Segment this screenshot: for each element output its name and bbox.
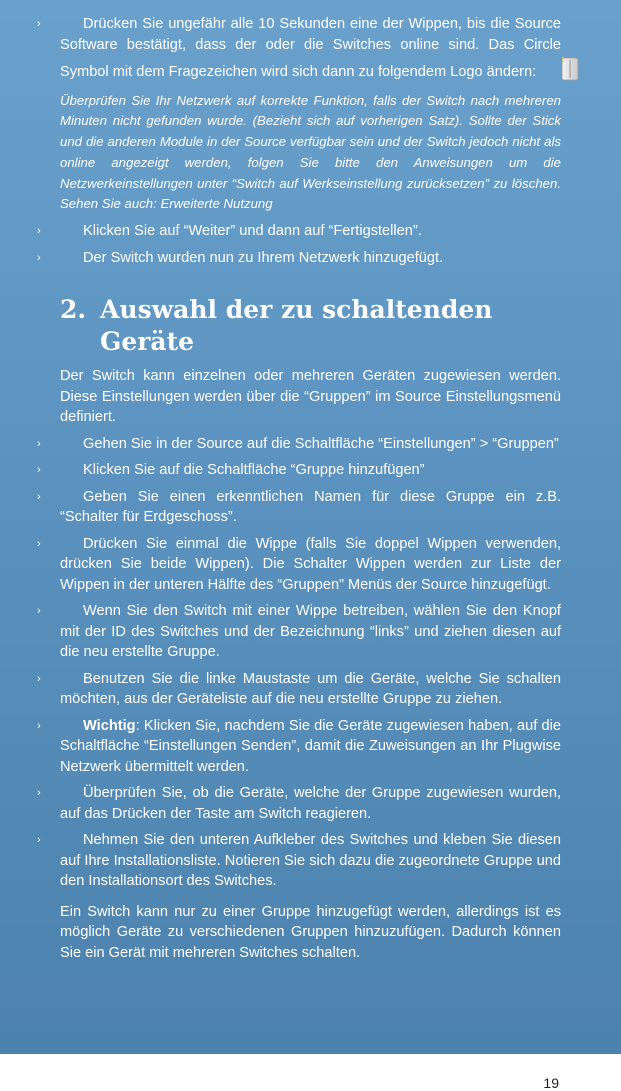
bullet-marker-icon: ›	[37, 787, 41, 800]
list-item	[37, 487, 561, 528]
list-item-text: Klicken Sie auf die Schaltfläche “Gruppe hinzufügen”	[83, 462, 425, 479]
list-item-text: Überprüfen Sie, ob die Geräte, welche der Gruppe zugewiesen wurden, auf das Drücken der Taste am Switch reagieren.	[60, 785, 561, 822]
section-heading	[60, 294, 561, 358]
list-item	[37, 221, 561, 242]
bullet-marker-icon: ›	[37, 672, 41, 685]
list-item-text: Klicken Sie auf “Weiter” und dann auf “Fertigstellen”.	[83, 223, 422, 240]
bullet-marker-icon: ›	[37, 225, 41, 238]
list-item	[37, 669, 561, 710]
list-item	[37, 783, 561, 824]
info-note: Überprüfen Sie Ihr Netzwerk auf korrekte Funktion, falls der Switch nach mehreren Minuten nicht gefunden wurde. (Bezieht sich auf vorherigen Satz). Sollte der Stick und die anderen Module in der Source verfügbar sein und der Switch jedoch nicht als online angezeigt werden, folgen Sie bitte den Anweisungen um die Netzwerkeinstellungen unter “Switch auf Werkseinstellung zurücksetzen” zu löschen. Sehen Sie auch: Erweiterte Nutzung	[60, 92, 561, 212]
bullet-marker-icon: ›	[37, 464, 41, 477]
list-item-text: Wenn Sie den Switch mit einer Wippe betreiben, wählen Sie den Knopf mit der ID des Switches und der Bezeichnung “links” und ziehen diesen auf die neu erstellte Gruppe.	[60, 603, 561, 661]
switch-logo-icon	[537, 55, 557, 81]
list-item	[37, 601, 561, 663]
section-title: Auswahl der zu schaltenden Geräte	[100, 295, 493, 357]
section-intro: Der Switch kann einzelnen oder mehreren Geräten zugewiesen werden. Diese Einstellungen werden über die “Gruppen” im Source Einstellungsmenü definiert.	[60, 368, 561, 426]
list-item-text: Der Switch wurden nun zu Ihrem Netzwerk hinzugefügt.	[83, 249, 444, 266]
list-item-text: Benutzen Sie die linke Maustaste um die Geräte, welche Sie schalten möchten, aus der Geräteliste auf die neu erstellte Gruppe zu ziehen.	[60, 670, 561, 708]
bullet-marker-icon: ›	[37, 437, 41, 450]
bullet-marker-icon: ›	[37, 719, 41, 732]
closing-paragraph: Ein Switch kann nur zu einer Gruppe hinzugefügt werden, allerdings ist es möglich Geräte zu verschiedenen Gruppen hinzuzufügen. Dadurch können Sie ein Gerät mit mehreren Switches schalten.	[60, 903, 561, 961]
bullet-marker-icon: ›	[37, 490, 41, 503]
list-item	[37, 14, 561, 83]
bullet-marker-icon: ›	[37, 18, 41, 30]
group-steps-list	[37, 434, 561, 892]
list-item	[37, 460, 561, 481]
bullet-marker-icon: ›	[37, 605, 41, 618]
list-item-text: Drücken Sie einmal die Wippe (falls Sie doppel Wippen verwenden, drücken Sie beide Wippen). Die Schalter Wippen werden zur Liste der Wippen in der unteren Hälfte des “Gruppen” Menüs der Source hinzugefügt.	[60, 535, 561, 593]
list-item	[37, 716, 561, 778]
list-item-text: Geben Sie einen erkenntlichen Namen für diese Gruppe ein z.B. “Schalter für Erdgeschoss”.	[60, 488, 561, 526]
list-item-text: Gehen Sie in der Source auf die Schaltfläche “Einstellungen” > “Gruppen”	[83, 435, 559, 452]
emphasis-label: Wichtig	[83, 717, 136, 734]
section-number: 2.	[60, 295, 87, 325]
list-item-text: Nehmen Sie den unteren Aufkleber des Switches und kleben Sie diesen auf Ihre Installationsliste. Notieren Sie sich dazu die zugeordnete Gruppe und den Installationsort des Switches.	[60, 832, 561, 890]
list-item	[37, 830, 561, 892]
list-item-text: Drücken Sie ungefähr alle 10 Sekunden eine der Wippen, bis die Source Software bestätigt, dass der oder die Switches online sind. Das Circle Symbol mit dem Fragezeichen wird sich dann zu folgendem Logo ändern:	[60, 16, 561, 80]
bullet-marker-icon: ›	[37, 834, 41, 847]
page-number: 19	[543, 1075, 559, 1091]
bullet-marker-icon: ›	[37, 251, 41, 264]
list-item	[37, 534, 561, 596]
bullet-marker-icon: ›	[37, 537, 41, 550]
list-item	[37, 434, 561, 455]
list-item	[37, 248, 561, 269]
list-item-text: : Klicken Sie, nachdem Sie die Geräte zugewiesen haben, auf die Schaltfläche “Einstellungen Senden”, damit die Zuweisungen an Ihr Plugwise Netzwerk übermittelt werden.	[60, 717, 561, 775]
